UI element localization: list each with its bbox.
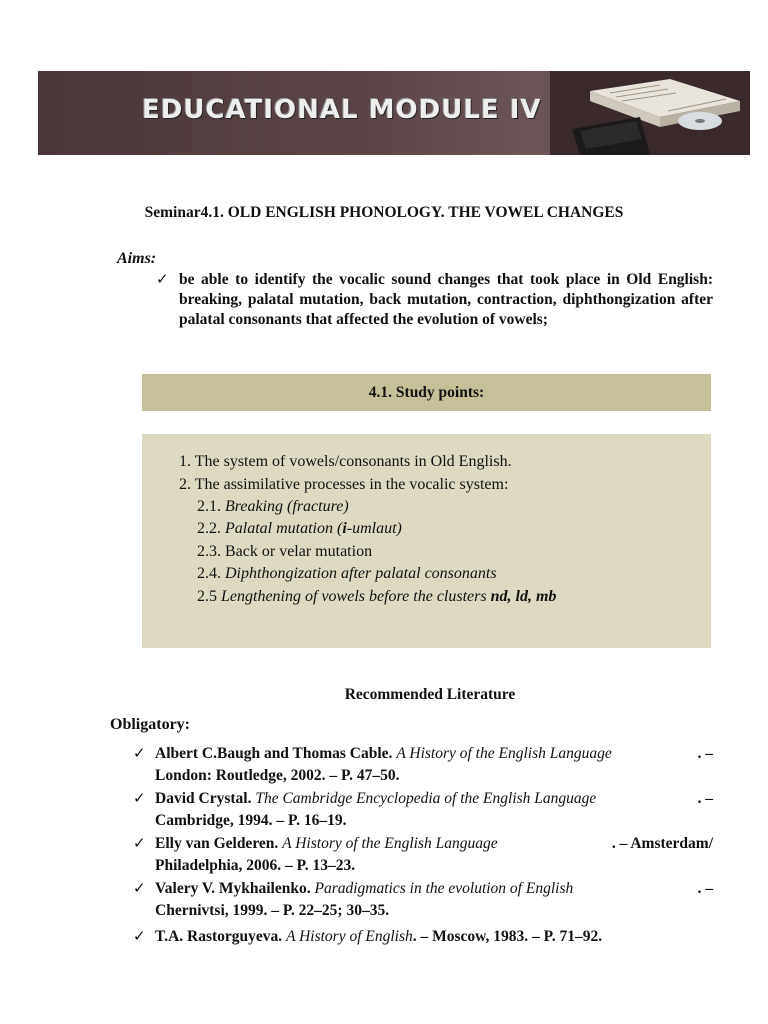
study-points-heading: [142, 374, 711, 411]
checkmark-icon: ✓: [133, 927, 146, 945]
literature-title: Recommended Literature: [344, 686, 516, 703]
aims-item: be able to identify the vocalic sound changes that took place in Old English: breaking, palatal mutation, back mutation, contraction, diphthongization after palatal consonants that affected the evolution of vowels;: [179, 271, 713, 328]
study-points-box: [142, 434, 711, 648]
aims-label: Aims:: [117, 250, 157, 267]
checkmark-icon: ✓: [133, 789, 146, 807]
study-point-1: 1. The system of vowels/consonants in Old English.: [179, 453, 512, 470]
study-point-2-2: 2.2. Palatal mutation (i-umlaut): [197, 520, 402, 537]
study-point-2-3: 2.3. Back or velar mutation: [197, 543, 373, 560]
reference-item: Albert C.Baugh and Thomas Cable. A History of the English Language . – London: Routledge, 2002. – P. 47–50.: [155, 745, 713, 784]
study-point-2-5: 2.5 Lengthening of vowels before the clusters nd, ld, mb: [197, 588, 557, 605]
reference-item: Elly van Gelderen. A History of the English Language . – Amsterdam/ Philadelphia, 2006. – P. 13–23.: [155, 835, 713, 874]
checkmark-icon: ✓: [133, 879, 146, 897]
reference-item: Valery V. Mykhailenko. Paradigmatics in the evolution of English . – Chernivtsi, 1999. – P. 22–25; 30–35.: [155, 880, 713, 919]
checkmark-icon: ✓: [133, 744, 146, 762]
study-point-2-1: 2.1. Breaking (fracture): [197, 498, 349, 515]
checkmark-icon: ✓: [133, 834, 146, 852]
obligatory-label: Obligatory:: [110, 716, 190, 733]
reference-item: T.A. Rastorguyeva. A History of English. – Moscow, 1983. – P. 71–92.: [155, 928, 603, 945]
seminar-title: Seminar4.1. OLD ENGLISH PHONOLOGY. THE VOWEL CHANGES: [144, 204, 624, 221]
study-points-heading-text: 4.1. Study points:: [368, 383, 485, 401]
module-banner: [38, 71, 750, 155]
reference-item: David Crystal. The Cambridge Encyclopedia of the English Language . – Cambridge, 1994. – P. 16–19.: [155, 790, 713, 829]
study-point-2-4: 2.4. Diphthongization after palatal consonants: [197, 565, 497, 582]
book-image-icon: [550, 71, 750, 155]
study-point-2: 2. The assimilative processes in the vocalic system:: [179, 476, 509, 493]
checkmark-icon: ✓: [156, 270, 169, 288]
banner-title: EDUCATIONAL MODULE IV: [142, 95, 542, 125]
